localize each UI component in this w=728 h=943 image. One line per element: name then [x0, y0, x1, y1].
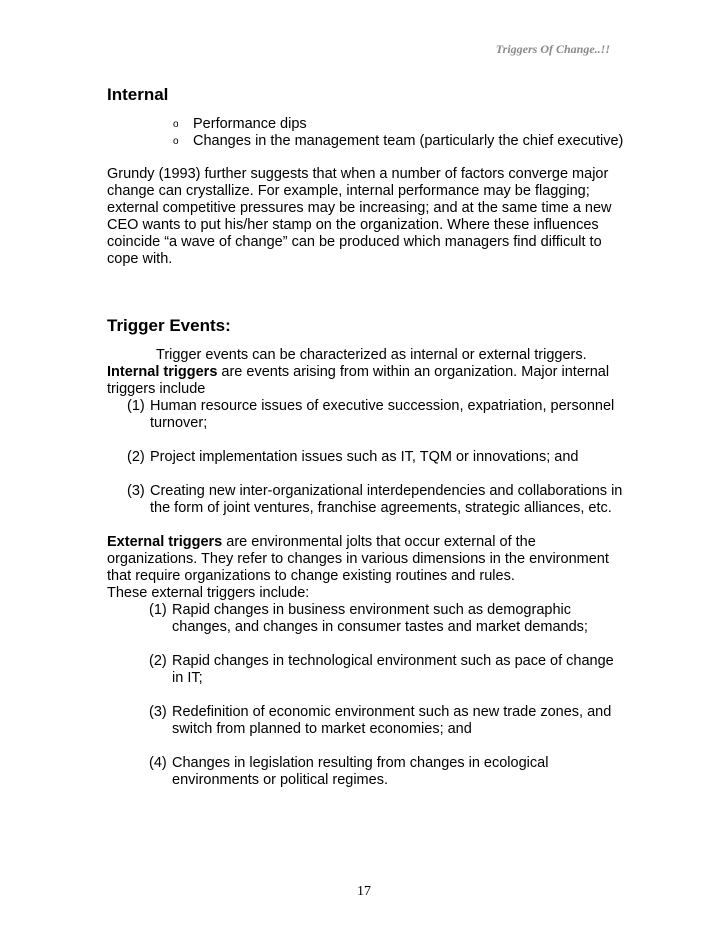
bullet-text: Performance dips: [193, 116, 307, 132]
item-number: (1): [149, 602, 167, 618]
list-item: [173, 133, 627, 150]
trigger-intro: Trigger events can be characterized as internal or external triggers.: [156, 347, 587, 363]
item-text: Human resource issues of executive succession, expatriation, personnel turnover;: [150, 398, 615, 431]
item-text: Rapid changes in business environment such as demographic changes, and changes in consumer tastes and market demands;: [172, 602, 588, 635]
section-title-trigger-events: Trigger Events:: [107, 316, 231, 335]
item-text: Rapid changes in technological environment such as pace of change in IT;: [172, 653, 614, 686]
internal-triggers-text: are events arising from within an organization. Major internal triggers include: [107, 364, 610, 397]
page-number: 17: [357, 884, 371, 899]
external-triggers-paragraph: [107, 534, 627, 585]
list-item: [173, 116, 627, 133]
bullet-circle-icon: o: [173, 119, 179, 130]
running-header: Triggers Of Change..!!: [495, 42, 610, 56]
item-number: (3): [149, 704, 167, 720]
internal-bullet-list: [107, 116, 627, 150]
internal-triggers-paragraph: [107, 364, 627, 398]
page-content: [107, 86, 627, 789]
item-text: Project implementation issues such as IT, TQM or innovations; and: [150, 449, 579, 465]
list-item: [149, 755, 627, 789]
internal-triggers-list: [107, 398, 627, 517]
grundy-paragraph: Grundy (1993) further suggests that when a number of factors converge major change can crystallize. For example, internal performance may be flagging; external competitive pressures may be increasing; and at the same time a new CEO wants to put his/her stamp on the organization. Where these influences coincide “a wave of change” can be produced which managers find difficult to cope with.: [107, 166, 612, 267]
external-triggers-intro: These external triggers include:: [107, 585, 310, 601]
list-item: [127, 449, 627, 466]
external-triggers-list: [107, 602, 627, 789]
internal-triggers-label: Internal triggers: [107, 364, 218, 380]
item-text: Changes in legislation resulting from changes in ecological environments or political regimes.: [172, 755, 549, 788]
list-item: [149, 653, 627, 687]
list-item: [149, 602, 627, 636]
item-number: (2): [127, 449, 145, 465]
item-number: (2): [149, 653, 167, 669]
external-triggers-label: External triggers: [107, 534, 223, 550]
list-item: [149, 704, 627, 738]
item-number: (4): [149, 755, 167, 771]
item-text: Creating new inter-organizational interdependencies and collaborations in the form of joint ventures, franchise agreements, strategic alliances, etc.: [150, 483, 623, 516]
bullet-circle-icon: o: [173, 136, 179, 147]
list-item: [127, 398, 627, 432]
external-triggers-text: are environmental jolts that occur external of the organizations. They refer to changes in various dimensions in the environment that require organizations to change existing routines and rules.: [107, 534, 609, 584]
bullet-text: Changes in the management team (particularly the chief executive): [193, 133, 624, 149]
section-title-internal: Internal: [107, 85, 169, 104]
list-item: [127, 483, 627, 517]
item-number: (1): [127, 398, 145, 414]
item-number: (3): [127, 483, 145, 499]
item-text: Redefinition of economic environment such as new trade zones, and switch from planned to market economies; and: [172, 704, 612, 737]
